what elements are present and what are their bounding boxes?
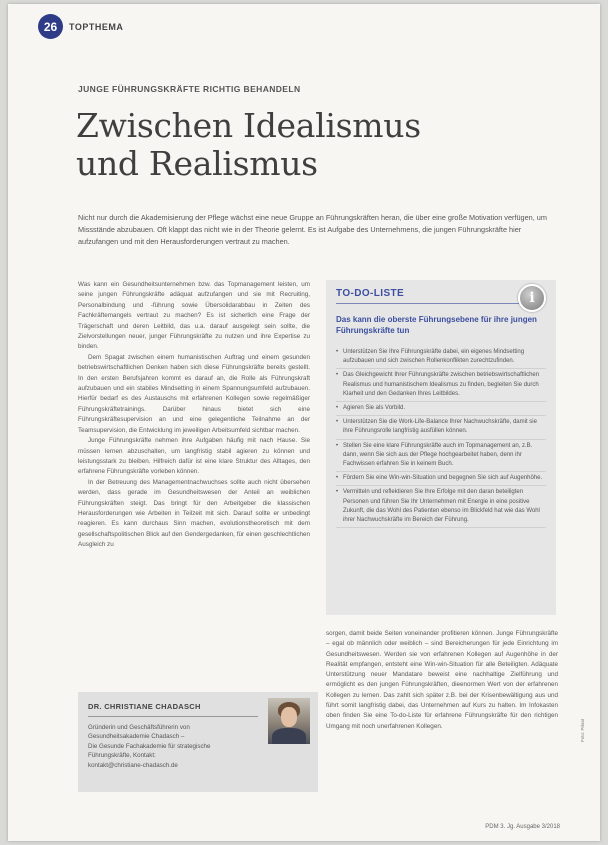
author-bio-line: Gesundheitsakademie Chadasch – — [88, 733, 185, 741]
todo-divider — [336, 303, 536, 304]
body-paragraph: In der Betreuung des Managementnachwuchses sollte auch nicht übersehen werden, dass gerade im Gesundheitswesen der Anteil an weiblichen Führungskräften steigt. Das bringt für den Arbeitgeber die klassischen Herausforderungen wie Arbeiten in Teilzeit mit sich. Darauf sollte er unbedingt reagieren. Es kann durchaus Sinn machen, evolutionstheoretisch mit dem gesellschaftspolitischen Blick auf den Gendergedanken, für einen geschlechtlichen Ausgleich zu — [78, 478, 310, 549]
article-kicker: JUNGE FÜHRUNGSKRÄFTE RICHTIG BEHANDELN — [78, 84, 301, 94]
photo-body-shape — [272, 728, 306, 744]
author-photo — [268, 698, 310, 744]
info-icon: i — [518, 284, 546, 312]
todo-item: • Unterstützen Sie Ihre Führungskräfte dabei, ein eigenes Mindsetting aufzubauen und sich zwischen Rollenkonflikten zurechtzufinden. — [336, 346, 546, 369]
todo-box — [326, 280, 556, 615]
body-paragraph: Junge Führungskräfte nehmen ihre Aufgaben häufig mit nach Hause. Sie müssen lernen abzuschalten, um langfristig stabil agieren zu können und leistungsstark zu bleiben. Hilfreich dafür ist eine klare Struktur des Alltages, den erfahrene Führungskräfte vorleben können. — [78, 437, 310, 476]
author-bio-line: Führungskräfte, Kontakt: — [88, 752, 156, 760]
author-bio-line: Die Gesunde Fachakademie für strategische — [88, 742, 211, 750]
article-title — [76, 107, 536, 183]
todo-subtitle: Das kann die oberste Führungsebene für ihre jungen Führungskräfte tun — [336, 315, 537, 335]
todo-list — [326, 340, 556, 528]
author-name: DR. CHRISTIANE CHADASCH — [88, 702, 201, 711]
section-label: TOPTHEMA — [69, 21, 124, 32]
article-lead: Nicht nur durch die Akademisierung der Pflege wächst eine neue Gruppe an Führungskräften heran, die über eine große Motivation verfügen, um Missstände abzubauen. Oft klappt das nicht wie in der Theorie gelernt. Es ist Aufgabe des Unternehmens, die jungen Führungskräfte hier aufzufangen und mit den Herausforderungen vertraut zu machen. — [78, 213, 547, 247]
todo-header — [326, 280, 556, 308]
page-header — [38, 14, 123, 39]
author-box — [78, 692, 318, 792]
article-body-left — [78, 280, 310, 551]
page-footer: PDM 3. Jg. Ausgabe 3/2018 — [485, 824, 560, 830]
todo-item: • Das Gleichgewicht Ihrer Führungskräfte zwischen betriebswirtschaftlichen Realismus und humanistischem Idealismus zu finden, begleiten Sie durch Klarheit und den Gedanken Ihres Leitbildes. — [336, 369, 546, 402]
article-body-right: sorgen, damit beide Seiten voneinander profitieren können. Junge Führungskräfte – egal ob männlich oder weiblich – sind Bereicherungen für jede Einrichtung im Gesundheitswesen. Werden sie von erfahrenen Kollegen auf Augenhöhe in der Realität empfangen, entsteht eine Win-win-Situation für alle Beteiligten. Adäquate Unterstützung neuer Mandatare beweist eine nachhaltige Zielführung und ermöglicht es den jungen Führungskräften, dieenormen Wert von der erfahrenen Kollegen zu lernen. Das zahlt sich später z.B. bei der Krisenbewältigung aus und führt somit langfristig dabei, das Unternehmen auf Kurs zu halten. Im Infokasten oben finden Sie eine To-do-Liste für erfahrene Führungskräfte für den richtigen Umgang mit noch unerfahrenen Kollegen. — [326, 630, 558, 730]
todo-item: • Fördern Sie eine Win-win-Situation und begegnen Sie sich auf Augenhöhe. — [336, 472, 546, 486]
todo-label: TO-DO-LISTE — [336, 288, 405, 299]
todo-item: • Agieren Sie als Vorbild. — [336, 402, 546, 416]
page-number-badge: 26 — [38, 14, 63, 39]
todo-item: • Unterstützen Sie die Work-Life-Balance Ihrer Nachwuchskräfte, damit sie ihre Führungsrolle langfristig ausfüllen können. — [336, 416, 546, 439]
author-bio — [88, 723, 258, 770]
body-paragraph: Was kann ein Gesundheitsunternehmen bzw. das Topmanagement leisten, um seine jungen Führungskräfte adäquat aufzufangen und sie mit Recruiting, Personalbindung und -führung sowie Übersolidarabbau in Zeiten des Fachkräftemangels vertraut zu machen? Es ist sicherlich eine Frage der Trägerschaft und deren Leitbild, das u.a. darauf ausgelegt sein sollte, die Zielvorstellungen neuer, junger Führungskräfte zu nutzen und ihre Expertise zu binden. — [78, 281, 310, 351]
author-bio-line: Gründerin und Geschäftsführerin von — [88, 724, 190, 731]
todo-item: • Vermitteln und reflektieren Sie Ihre Erfolge mit den daran beteiligten Personen und führen Sie Ihr Unternehmen mit Energie in eine positive Zukunft, die das Wohl des Patienten ebenso im Blickfeld hat wie das Wohl ihrer Nachwuchskräfte im Bereich der Führung. — [336, 486, 546, 528]
title-line-1: Zwischen Idealismus — [76, 106, 421, 145]
author-email: kontakt@christiane-chadasch.de — [88, 761, 178, 769]
title-line-2: und Realismus — [76, 144, 318, 183]
author-divider — [88, 716, 258, 717]
photo-face-shape — [281, 707, 297, 727]
magazine-page — [8, 4, 600, 841]
todo-item: • Stellen Sie eine klare Führungskräfte auch im Topmanagement an, z.B. dann, wenn Sie sich aus der Pflege hochgearbeitet haben, denn ihr Fachwissen erfahren Sie in keinem Buch. — [336, 440, 546, 473]
photo-credit: Foto: Privat — [580, 718, 585, 742]
body-paragraph: Dem Spagat zwischen einem humanistischen Auftrag und einem gesunden betriebswirtschaftlichen Denken haben sich diese Führungskräfte bereits gestellt. In den ersten Berufsjahren kommt es darauf an, die Rolle als Führungskraft aufzubauen und ein stabiles Mindsetting in einem Spannungsumfeld aufzubauen. Hierfür bedarf es des Austauschs mit erfahrenen Kollegen sowie regelmäßiger Führungskräftetrainings. Darüber hinaus bietet sich eine Führungskräftesupervision an und eine gelegentliche Teilnahme an der Teamsupervision, die Entwicklung im jeweiligen Arbeitsumfeld sichtbar machen. — [78, 353, 310, 434]
